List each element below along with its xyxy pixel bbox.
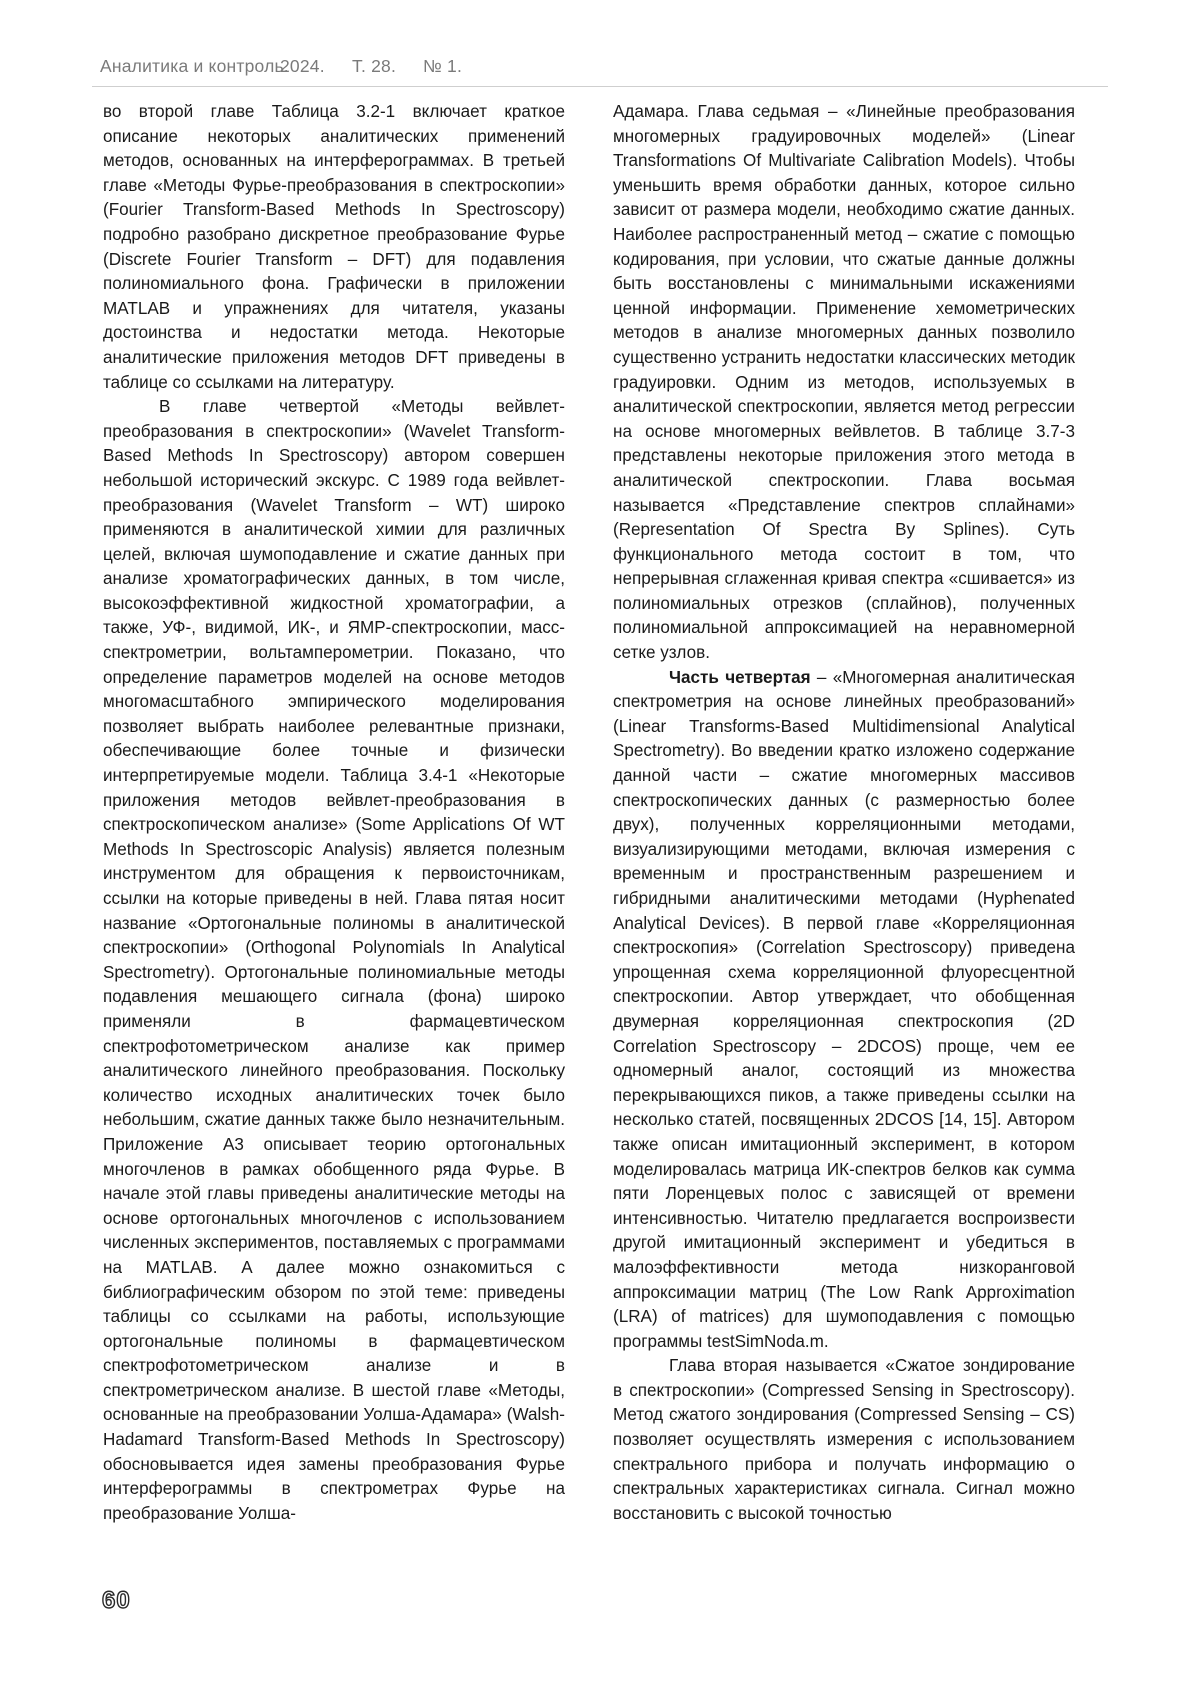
left-paragraph-2: В главе четвертой «Методы вейвлет-преобразования в спектроскопии» (Wavelet Transform-Based Methods In Spectroscopy) автором совершен небольшой исторический экскурс. С 1989 года вейвлет-преобразования (Wavelet Transform – WT) широко применяются в аналитической химии для различных целей, включая шумоподавление и сжатие данных при анализе хроматографических данных, в том числе, высокоэффективной жидкостной хроматографии, а также, УФ-, видимой, ИК-, и ЯМР-спектроскопии, масс-спектрометрии, вольтамперометрии. Показано, что определение параметров моделей на основе методов многомасштабного эмпирического моделирования позволяет выбрать наиболее релевантные признаки, обеспечивающие более точные и физически интерпретируемые модели. Таблица 3.4-1 «Некоторые приложения методов вейвлет-преобразования в спектроскопическом анализе» (Some Applications Of WT Methods In Spectroscopic Analysis) является полезным инструментом для обращения к первоисточникам, ссылки на которые приведены в ней. Глава пятая носит название «Ортогональные полиномы в аналитической спектроскопии» (Orthogonal Polynomials In Analytical Spectrometry). Ортогональные полиномиальные методы подавления мешающего сигнала (фона) широко применяли в фармацевтическом спектрофотометрическом анализе как пример аналитического линейного преобразования. Поскольку количество исходных аналитических точек было небольшим, сжатие данных также было незначительным. Приложение А3 описывает теорию ортогональных многочленов в рамках обобщенного ряда Фурье. В начале этой главы приведены аналитические методы на основе ортогональных многочленов с использованием численных экспериментов, поставляемых с программами на MATLAB. А далее можно ознакомиться с библиографическим обзором по этой теме: приведены таблицы со ссылками на работы, использующие ортогональные полиномы в фармацевтическом спектрофотометрическом анализе и в спектрометрическом анализе. В шестой главе «Методы, основанные на преобразовании Уолша-Адамара» (Walsh-Hadamard Transform-Based Methods In Spectroscopy) обосновывается идея замены преобразования Фурье интерферограммы в спектрометрах Фурье на преобразование Уолша- (103, 395, 565, 1526)
right-column (613, 100, 1075, 1526)
journal-title: Аналитика и контроль. (100, 56, 289, 77)
page-number: 60 (102, 1587, 131, 1615)
journal-year: 2024. (280, 56, 325, 77)
right-paragraph-2-text: – «Многомерная аналитическая спектрометрия на основе линейных преобразований» (Linear Transforms-Based Multidimensional Analytical Spectrometry). Во введении кратко изложено содержание данной части – сжатие многомерных массивов спектроскопических данных (с размерностью более двух), полученных корреляционными методами, визуализирующими методами, включая измерения с временным и пространственным разрешением и гибридными аналитическими методами (Hyphenated Analytical Devices). В первой главе «Корреляционная спектроскопия» (Correlation Spectroscopy) приведена упрощенная схема корреляционной флуоресцентной спектроскопии. Автор утверждает, что обобщенная двумерная корреляционная спектроскопия (2D Correlation Spectroscopy – 2DCOS) проще, чем ее одномерный аналог, состоящий из множества перекрывающихся пиков, а также приведены ссылки на несколько статей, посвященных 2DCOS [14, 15]. Автором также описан имитационный эксперимент, в котором моделировалась матрица ИК-спектров белков как сумма пяти Лоренцевых полос с зависящей от времени интенсивностью. Читателю предлагается воспроизвести другой имитационный эксперимент и убедиться в малоэффективности метода низкоранговой аппроксимации матриц (The Low Rank Approximation (LRA) of matrices) для шумоподавления с помощью программы testSimNoda.m. (613, 668, 1075, 1351)
left-column (103, 100, 565, 1526)
header-divider (92, 86, 1108, 87)
right-paragraph-3: Глава вторая называется «Сжатое зондирование в спектроскопии» (Compressed Sensing in Spectroscopy). Метод сжатого зондирования (Compressed Sensing – CS) позволяет осуществлять измерения с использованием спектрального прибора и получать информацию о спектральных характеристиках сигнала. Сигнал можно восстановить с высокой точностью (613, 1354, 1075, 1526)
journal-volume: Т. 28. (352, 56, 396, 77)
running-header (100, 56, 1100, 86)
right-paragraph-2 (613, 666, 1075, 1355)
section-heading-part-four: Часть четвертая (669, 668, 811, 687)
journal-issue: № 1. (423, 56, 462, 77)
left-paragraph-1: во второй главе Таблица 3.2-1 включает краткое описание некоторых аналитических применений методов, основанных на интерферограммах. В третьей главе «Методы Фурье-преобразования в спектроскопии» (Fourier Transform-Based Methods In Spectroscopy) подробно разобрано дискретное преобразование Фурье (Discrete Fourier Transform – DFT) для подавления полиномиального фона. Графически в приложении MATLAB и упражнениях для читателя, указаны достоинства и недостатки метода. Некоторые аналитические приложения методов DFT приведены в таблице со ссылками на литературу. (103, 100, 565, 395)
right-paragraph-1: Адамара. Глава седьмая – «Линейные преобразования многомерных градуировочных моделей» (Linear Transformations Of Multivariate Calibration Models). Чтобы уменьшить время обработки данных, которое сильно зависит от размера модели, необходимо сжатие данных. Наиболее распространенный метод – сжатие с помощью кодирования, при условии, что сжатые данные должны быть восстановлены с минимальными искажениями ценной информации. Применение хемометрических методов в анализе многомерных данных позволило существенно устранить недостатки классических методик градуировки. Одним из методов, используемых в аналитической спектроскопии, является метод регрессии на основе многомерных вейвлетов. В таблице 3.7-3 представлены некоторые приложения этого метода в аналитической спектроскопии. Глава восьмая называется «Представление спектров сплайнами» (Representation Of Spectra By Splines). Суть функционального метода состоит в том, что непрерывная сглаженная кривая спектра «сшивается» из полиномиальных отрезков (сплайнов), полученных полиномиальной аппроксимацией на неравномерной сетке узлов. (613, 100, 1075, 666)
